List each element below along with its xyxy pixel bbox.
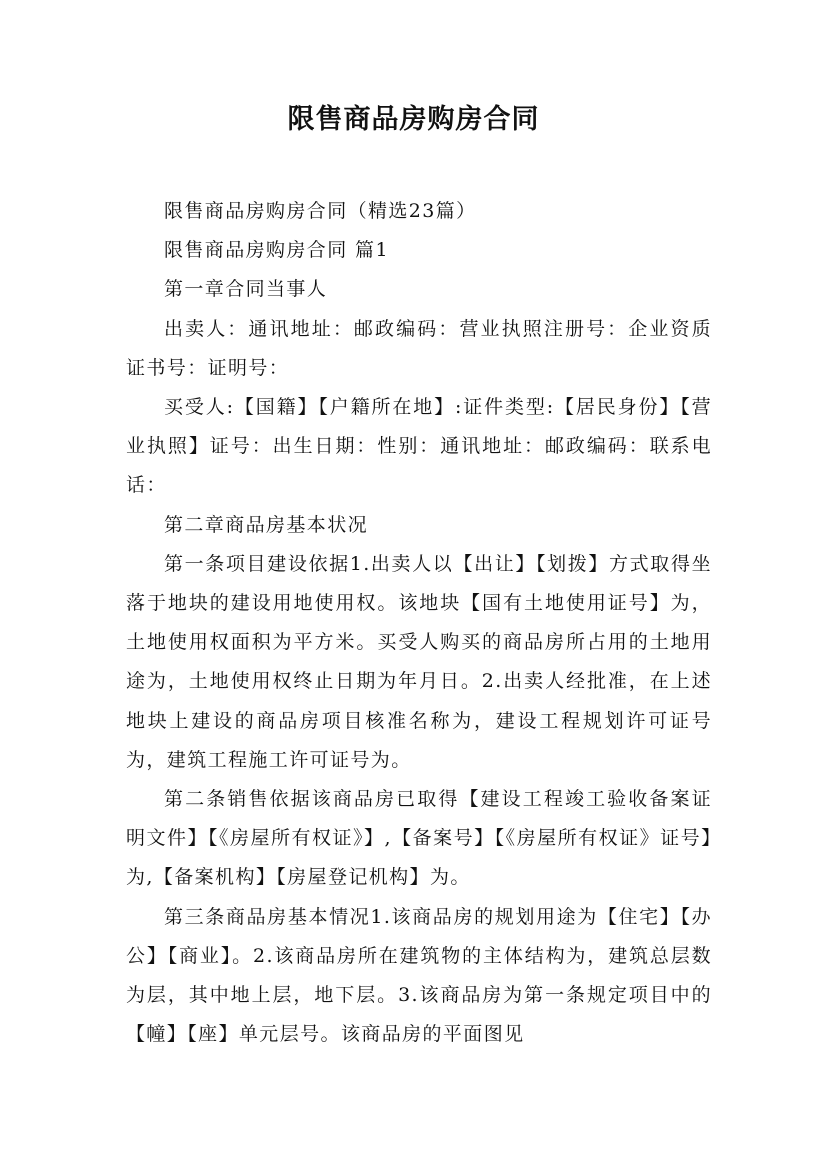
paragraph-chapter-2-heading: 第二章商品房基本状况	[164, 513, 369, 536]
paragraph-article-1: 第一条项目建设依据1.出卖人以【出让】【划拨】方式取得坐落于地块的建设用地使用权。该地块【国有土地使用证号】为，土地使用权面积为平方米。买受人购买的商品房所占用的土地用途为，土地使用权终止日期为年月日。2.出卖人经批准，在上述地块上建设的商品房项目核准名称为，建设工程规划许可证号为，建筑工程施工许可证号为。	[126, 552, 712, 771]
document-body	[126, 192, 712, 1054]
paragraph-article-2: 第二条销售依据该商品房已取得【建设工程竣工验收备案证明文件】【《房屋所有权证》】,【备案号】【《房屋所有权证》证号】为,【备案机构】【房屋登记机构】为。	[126, 788, 712, 889]
paragraph-section-heading: 限售商品房购房合同 篇1	[164, 239, 389, 262]
paragraph-seller-info: 出卖人：通讯地址：邮政编码：营业执照注册号：企业资质证书号：证明号：	[126, 317, 712, 379]
paragraph-buyer-info: 买受人:【国籍】【户籍所在地】:证件类型:【居民身份】【营业执照】证号：出生日期：性别：通讯地址：邮政编码：联系电话：	[126, 396, 712, 497]
paragraph-subtitle: 限售商品房购房合同（精选23篇）	[164, 200, 477, 222]
paragraph-article-3: 第三条商品房基本情况1.该商品房的规划用途为【住宅】【办公】【商业】。2.该商品房所在建筑物的主体结构为，建筑总层数为层，其中地上层，地下层。3.该商品房为第一条规定项目中的【幢】【座】单元层号。该商品房的平面图见	[126, 905, 712, 1046]
paragraph-chapter-1-heading: 第一章合同当事人	[164, 278, 328, 301]
document-title: 限售商品房购房合同	[287, 104, 540, 135]
